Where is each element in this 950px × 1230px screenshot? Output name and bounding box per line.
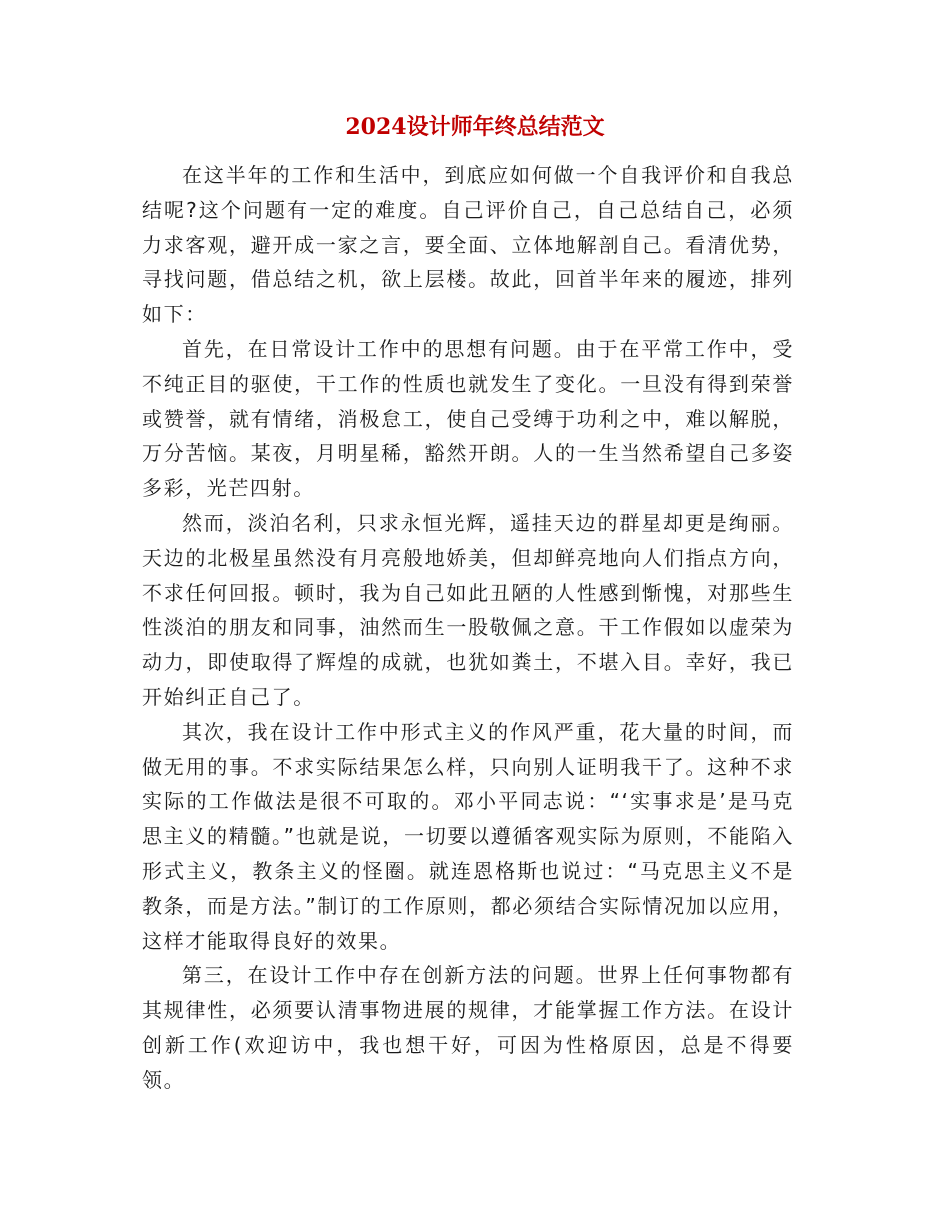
paragraph-3: 然而，淡泊名利，只求永恒光辉，遥挂天边的群星却更是绚丽。天边的北极星虽然没有月亮般地娇美，但却鲜亮地向人们指点方向，不求任何回报。顿时，我为自己如此丑陋的人性感到惭愧，对那些生性淡泊的朋友和同事，油然而生一股敬佩之意。干工作假如以虚荣为动力，即使取得了辉煌的成就，也犹如粪土，不堪入目。幸好，我已开始纠正自己了。 [142, 510, 794, 709]
paragraph-2: 首先，在日常设计工作中的思想有问题。由于在平常工作中，受不纯正目的驱使，干工作的性质也就发生了变化。一旦没有得到荣誉或赞誉，就有情绪，消极怠工，使自己受缚于功利之中，难以解脱，万分苦恼。某夜，月明星稀，豁然开朗。人的一生当然希望自己多姿多彩，光芒四射。 [142, 336, 794, 501]
paragraph-5: 第三，在设计工作中存在创新方法的问题。世界上任何事物都有其规律性，必须要认清事物进展的规律，才能掌握工作方法。在设计创新工作(欢迎访中，我也想干好，可因为性格原因，总是不得要领。 [142, 963, 794, 1092]
paragraph-4: 其次，我在设计工作中形式主义的作风严重，花大量的时间，而做无用的事。不求实际结果怎么样，只向别人证明我干了。这种不求实际的工作做法是很不可取的。邓小平同志说：“‘实事求是’是马克思主义的精髓。”也就是说，一切要以遵循客观实际为原则，不能陷入形式主义，教条主义的怪圈。就连恩格斯也说过：“马克思主义不是教条，而是方法。”制订的工作原则，都必须结合实际情况加以应用，这样才能取得良好的效果。 [142, 719, 794, 953]
document-body [142, 158, 794, 1098]
paragraph-1: 在这半年的工作和生活中，到底应如何做一个自我评价和自我总结呢?这个问题有一定的难度。自己评价自己，自己总结自己，必须力求客观，避开成一家之言，要全面、立体地解剖自己。看清优势，寻找问题，借总结之机，欲上层楼。故此，回首半年来的履迹，排列如下： [142, 163, 794, 327]
document-title: 2024设计师年终总结范文 [345, 114, 605, 140]
